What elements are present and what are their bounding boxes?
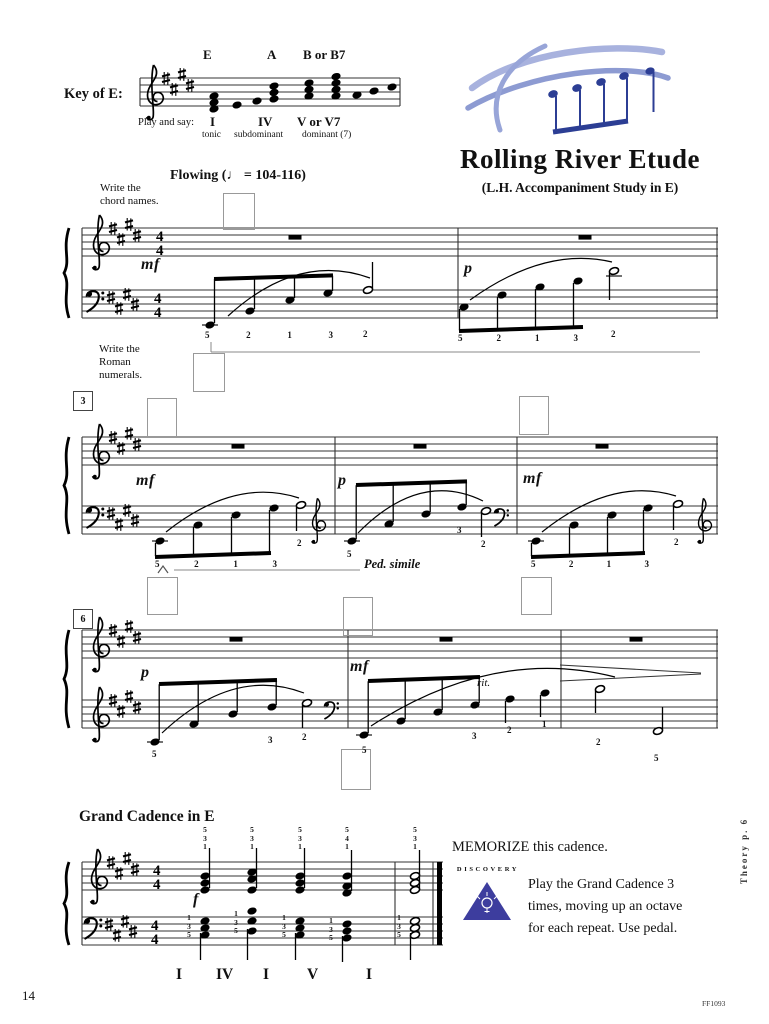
fingering: 4 xyxy=(345,833,349,843)
roman-numeral-answer-box-m7[interactable] xyxy=(341,749,371,790)
fingering: 3 xyxy=(298,833,302,843)
rh-fingering-stack xyxy=(292,826,308,852)
fingering: 1 xyxy=(413,842,417,851)
measure-2-notes xyxy=(458,258,622,331)
svg-text:4: 4 xyxy=(151,932,159,948)
rit-marking: rit. xyxy=(477,677,491,689)
lh-fingering-stack xyxy=(184,914,194,940)
ped-simile-marking: Ped. simile xyxy=(364,557,421,571)
fingering: 3 xyxy=(329,924,333,934)
fingering: 1 xyxy=(233,559,238,569)
chord-letter-B: B or B7 xyxy=(303,47,346,62)
fingering: 5 xyxy=(298,825,302,834)
fingering: 5 xyxy=(347,549,352,559)
write-roman-numerals-instruction xyxy=(99,343,142,382)
chord-name-answer-box-m3[interactable] xyxy=(147,398,177,437)
fingering: 2 xyxy=(507,725,512,735)
treble-clef-change xyxy=(312,498,326,543)
fingering: 1 xyxy=(282,913,286,922)
fingering: 5 xyxy=(155,559,160,569)
cadence-roman-I-3: I xyxy=(366,966,373,983)
cadence-roman-V: V xyxy=(307,966,319,983)
cadence-heading: Grand Cadence in E xyxy=(79,808,215,825)
fingering: 5 xyxy=(187,930,191,939)
measure-6-notes xyxy=(147,680,339,747)
chord-name-answer-box-m7[interactable] xyxy=(343,597,373,636)
fingering: 5 xyxy=(531,559,536,569)
fingering: 5 xyxy=(282,930,286,939)
theory-page-tab: Theory p. 6 xyxy=(739,817,749,885)
discovery-tip xyxy=(528,874,682,940)
function-dominant: dominant (7) xyxy=(302,130,352,140)
function-tonic: tonic xyxy=(202,130,221,140)
function-subdominant: subdominant xyxy=(234,130,284,140)
fingering: 3 xyxy=(272,559,277,569)
decrescendo-hairpin xyxy=(560,665,701,681)
instruction-line: numerals. xyxy=(99,369,143,381)
page-number: 14 xyxy=(22,988,35,1003)
fingering: 1 xyxy=(542,719,547,729)
fingering: 1 xyxy=(234,909,238,918)
lh-fingering-stack xyxy=(394,914,404,940)
fingering: 3 xyxy=(203,833,207,843)
fingering: 1 xyxy=(287,330,292,340)
pedal-line xyxy=(211,342,700,352)
rh-fingering-stack xyxy=(407,826,423,852)
system-2 xyxy=(64,424,718,573)
fingering: 2 xyxy=(302,732,307,742)
bass-clef-change xyxy=(494,509,509,526)
lh-fingering-stack xyxy=(326,917,336,943)
lh-fingering-stack xyxy=(231,910,241,936)
fingering-row-m5 xyxy=(531,559,649,569)
fingering: 5 xyxy=(234,926,238,935)
fingering: 1 xyxy=(187,913,191,922)
fingering: 2 xyxy=(596,737,601,747)
fingering: 3 xyxy=(234,917,238,927)
cadence-roman-I-2: I xyxy=(263,966,270,983)
roman-numeral-answer-box-m3[interactable] xyxy=(147,577,178,615)
fingering: 2 xyxy=(568,559,574,569)
fingering: 3 xyxy=(413,833,417,843)
dynamic-p-m2: p xyxy=(464,260,473,277)
rh-fingering-stack xyxy=(339,826,355,852)
instruction-line: Roman xyxy=(99,356,131,368)
measure-7-notes xyxy=(356,665,701,740)
fingering: 1 xyxy=(535,333,540,343)
fingering: 5 xyxy=(413,825,417,834)
fingering: 2 xyxy=(674,537,679,547)
tip-line: for each repeat. Use pedal. xyxy=(528,921,678,936)
fingering: 5 xyxy=(250,825,254,834)
numeral-I: I xyxy=(210,114,216,129)
fingering: 3 xyxy=(250,833,254,843)
fingering: 5 xyxy=(152,749,157,759)
chord-name-answer-box-m1[interactable] xyxy=(223,193,255,230)
cadence-roman-I-1: I xyxy=(176,966,183,983)
dynamic-mf-m7: mf xyxy=(350,658,369,675)
numeral-V: V or V7 xyxy=(297,114,341,129)
fingering: 1 xyxy=(298,842,302,851)
instruction-line: Write the xyxy=(100,182,141,194)
dynamic-p-m6: p xyxy=(141,664,150,681)
fingering: 2 xyxy=(611,329,616,339)
cadence-system xyxy=(64,848,443,962)
discovery-label: DISCOVERY xyxy=(456,866,520,873)
measure-5-notes xyxy=(528,491,711,557)
discovery-triangle-icon xyxy=(463,882,511,920)
plate-number: FF1093 xyxy=(702,999,726,1008)
fingering-row-m1 xyxy=(205,330,333,340)
fingering: 1 xyxy=(203,842,207,851)
fingering: 3 xyxy=(328,330,333,340)
key-example-staff xyxy=(140,65,400,120)
fingering: 3 xyxy=(472,731,477,741)
play-and-say-label: Play and say: xyxy=(138,117,194,128)
rh-fingering-stack xyxy=(244,826,260,852)
dynamic-mf-m5: mf xyxy=(523,470,542,487)
fingering: 3 xyxy=(397,921,401,931)
dynamic-mf-m1: mf xyxy=(141,256,160,273)
fingering: 3 xyxy=(457,525,462,535)
brace xyxy=(64,862,69,945)
brace xyxy=(64,437,69,534)
fingering: 1 xyxy=(606,559,612,569)
tempo-marking: Flowing (♩ = 104-116) xyxy=(170,168,306,183)
system-1 xyxy=(64,215,718,352)
fingering: 2 xyxy=(246,330,251,340)
numeral-IV: IV xyxy=(258,114,273,129)
tonic-chord xyxy=(208,91,219,113)
fingering: 2 xyxy=(481,539,486,549)
fingering: 3 xyxy=(268,735,273,745)
roman-numeral-answer-box-m5[interactable] xyxy=(521,577,552,615)
fingering: 5 xyxy=(654,753,659,763)
svg-text:4: 4 xyxy=(154,305,162,321)
page-subtitle: (L.H. Accompaniment Study in E) xyxy=(481,180,679,195)
fingering: 1 xyxy=(250,842,254,851)
treble-clef-change xyxy=(698,498,712,543)
dynamic-p-m4: p xyxy=(338,472,347,489)
fingering: 5 xyxy=(397,930,401,939)
instruction-line: chord names. xyxy=(100,195,159,207)
svg-text:4: 4 xyxy=(154,291,162,307)
final-barline xyxy=(437,862,442,945)
tip-line: times, moving up an octave xyxy=(528,899,683,914)
page-title: Rolling River Etude xyxy=(459,144,700,174)
tip-line: Play the Grand Cadence 3 xyxy=(528,877,675,892)
fingering: 5 xyxy=(362,745,367,755)
fingering: 2 xyxy=(194,559,199,569)
dominant-chord xyxy=(303,78,314,100)
system-3 xyxy=(64,617,718,747)
measure-number-6: 6 xyxy=(73,609,93,629)
roman-numeral-answer-box-m1[interactable] xyxy=(193,353,225,392)
measure-4-notes xyxy=(344,481,509,545)
fingering: 3 xyxy=(644,559,649,569)
key-label: Key of E: xyxy=(64,86,123,102)
fingering: 3 xyxy=(573,333,578,343)
fingering: 5 xyxy=(205,330,210,340)
fingering: 5 xyxy=(203,825,207,834)
fingering: 5 xyxy=(329,933,333,942)
rh-fingering-stack xyxy=(197,826,213,852)
fingering: 5 xyxy=(345,825,349,834)
chord-name-answer-box-m5[interactable] xyxy=(519,396,549,435)
chord-letter-E: E xyxy=(203,47,212,62)
svg-text:4: 4 xyxy=(153,863,161,879)
fingering: 2 xyxy=(363,329,368,339)
fingering-row-m2 xyxy=(458,333,578,343)
chord-letter-A: A xyxy=(267,47,277,62)
measure-number-3: 3 xyxy=(73,391,93,411)
fingering-row-m3 xyxy=(155,559,277,569)
brace xyxy=(64,228,69,318)
fingering: 1 xyxy=(345,842,349,851)
instruction-line: Write the xyxy=(99,343,140,355)
bass-clef-change xyxy=(324,702,339,719)
fingering: 1 xyxy=(397,913,401,922)
memorize-note: MEMORIZE this cadence. xyxy=(452,839,608,855)
svg-text:4: 4 xyxy=(156,243,164,259)
river-logo xyxy=(468,46,668,132)
cadence-roman-IV: IV xyxy=(216,966,234,983)
fingering: 2 xyxy=(496,333,501,343)
svg-text:4: 4 xyxy=(153,877,161,893)
fingering: 5 xyxy=(458,333,463,343)
fingering: 3 xyxy=(282,921,286,931)
svg-text:4: 4 xyxy=(151,918,159,934)
write-chord-names-instruction xyxy=(100,182,159,208)
dominant7-chord xyxy=(330,72,341,101)
svg-text:4: 4 xyxy=(156,229,164,245)
dynamic-f-cadence: f xyxy=(193,891,199,908)
lh-fingering-stack xyxy=(279,914,289,940)
dynamic-mf-m3: mf xyxy=(136,472,155,489)
fingering: 1 xyxy=(329,916,333,925)
fingering: 3 xyxy=(187,921,191,931)
brace xyxy=(64,630,69,728)
fingering: 2 xyxy=(297,538,302,548)
